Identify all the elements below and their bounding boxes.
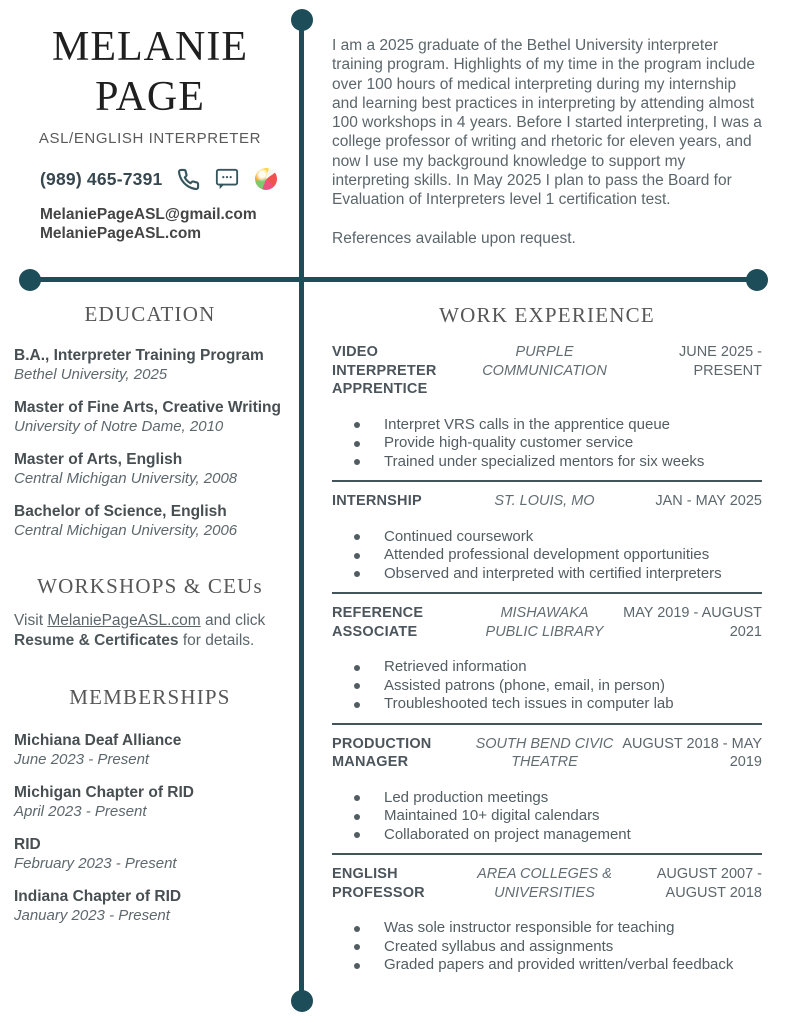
memberships-heading: MEMBERSHIPS [69,685,231,709]
education-item [14,451,296,488]
education-list [14,347,296,555]
job-company: SOUTH BEND CIVIC THEATRE [475,735,614,770]
work-experience-heading: WORK EXPERIENCE [439,303,655,327]
membership-dates: February 2023 - Present [14,854,177,872]
divider-dot-right [746,269,768,291]
name-line-2: PAGE [95,74,205,120]
job-header [332,865,762,902]
name-block [0,22,300,147]
phone-number: (989) 465-7391 [40,168,163,189]
job-divider [332,853,762,855]
job-entry [332,492,762,594]
organization: Indiana Chapter of RID [14,888,182,905]
job-divider [332,592,762,594]
bullet-item: Attended professional development opportunities [332,546,762,565]
job-title: INTERNSHIP [332,493,422,509]
workshops-text-prefix: Visit [14,612,48,629]
degree: Master of Arts, English [14,451,183,468]
job-company: AREA COLLEGES & UNIVERSITIES [477,866,612,901]
resume-certificates-label: Resume & Certificates [14,631,179,649]
job-bullets [332,919,762,975]
contact-row [40,166,279,192]
contact-links [40,205,257,243]
degree: Master of Fine Arts, Creative Writing [14,399,281,416]
membership-item [14,732,296,769]
job-header [332,492,762,511]
chat-bubble-icon [214,166,240,192]
membership-dates: June 2023 - Present [14,750,150,768]
school: Central Michigan University, 2006 [14,521,238,539]
bullet-item: Collaborated on project management [332,826,762,845]
references-note: References available upon request. [332,229,576,247]
school: Bethel University, 2025 [14,365,168,383]
bullet-item: Maintained 10+ digital calendars [332,807,762,826]
website-url: MelaniePageASL.com [40,225,202,242]
job-title: REFERENCE ASSOCIATE [332,605,424,640]
vertical-divider-line [299,20,304,1001]
bullet-item: Retrieved information [332,658,762,677]
job-divider [332,480,762,482]
job-entry [332,604,762,725]
bullet-item: Created syllabus and assignments [332,938,762,957]
education-item [14,399,296,436]
degree: Bachelor of Science, English [14,503,227,520]
degree: B.A., Interpreter Training Program [14,347,264,364]
summary-paragraph: I am a 2025 graduate of the Bethel University interpreter training program. Highlights of my time in the program include over 100 hours of medical interpreting during my internship and learning best practices in interpreting by attending almost 100 workshops in 4 years. Before I started interpreting, I was a college professor of writing and rhetoric for eleven years, and now I use my background knowledge to support my interpreting skills. In May 2025 I plan to pass the Board for Evaluation of Interpreters level 1 certification test. [332,37,762,209]
job-company: MISHAWAKA PUBLIC LIBRARY [485,605,604,640]
organization: RID [14,836,41,853]
job-title: ENGLISH PROFESSOR [332,866,425,901]
job-entry [332,735,762,856]
horizontal-divider-line [30,277,757,282]
job-bullets [332,658,762,714]
name-line-1: MELANIE [52,24,248,70]
job-bullets [332,789,762,845]
job-dates: MAY 2019 - AUGUST 2021 [623,605,762,640]
phone-icon [175,166,201,192]
job-company: ST. LOUIS, MO [494,493,595,509]
job-divider [332,723,762,725]
job-bullets [332,528,762,584]
job-header [332,604,762,641]
job-title: VIDEO INTERPRETER APPRENTICE [332,344,437,397]
organization: Michiana Deaf Alliance [14,732,182,749]
membership-item [14,836,296,873]
bullet-item: Trained under specialized mentors for six weeks [332,453,762,472]
bullet-item: Troubleshooted tech issues in computer lab [332,695,762,714]
summary-block [332,36,766,248]
memberships-list [14,732,296,940]
bullet-item: Continued coursework [332,528,762,547]
membership-dates: January 2023 - Present [14,906,170,924]
website-link[interactable]: MelaniePageASL.com [47,612,201,629]
workshops-text-suffix: for details. [178,631,255,649]
workshops-heading: WORKSHOPS & CEUs [37,574,263,598]
job-dates: JAN - MAY 2025 [655,493,762,509]
divider-dot-left [19,269,41,291]
workshops-text [14,611,286,650]
bullet-item: Led production meetings [332,789,762,808]
email-address: MelaniePageASL@gmail.com [40,206,257,223]
bullet-item: Was sole instructor responsible for teaching [332,919,762,938]
bullet-item: Observed and interpreted with certified interpreters [332,565,762,584]
work-experience-list [332,343,762,975]
job-dates: JUNE 2025 - PRESENT [678,344,762,379]
school: Central Michigan University, 2008 [14,469,238,487]
job-dates: AUGUST 2018 - MAY 2019 [622,735,762,770]
education-heading: EDUCATION [84,302,216,326]
job-title: ASL/ENGLISH INTERPRETER [38,130,262,147]
job-entry [332,865,762,975]
job-dates: AUGUST 2007 - AUGUST 2018 [656,866,762,901]
job-title: PRODUCTION MANAGER [332,735,432,770]
education-item [14,503,296,540]
education-item [14,347,296,384]
organization: Michigan Chapter of RID [14,784,194,801]
bullet-item: Provide high-quality customer service [332,434,762,453]
membership-item [14,888,296,925]
job-entry [332,343,762,482]
beach-ball-icon [253,166,279,192]
job-header [332,343,762,399]
bullet-item: Interpret VRS calls in the apprentice queue [332,416,762,435]
job-header [332,735,762,772]
divider-dot-bottom [291,990,313,1012]
workshops-text-middle: and click [200,612,266,629]
bullet-item: Graded papers and provided written/verbal feedback [332,956,762,975]
membership-item [14,784,296,821]
bullet-item: Assisted patrons (phone, email, in person) [332,677,762,696]
school: University of Notre Dame, 2010 [14,417,224,435]
job-bullets [332,416,762,472]
job-company: PURPLE COMMUNICATION [482,344,607,379]
membership-dates: April 2023 - Present [14,802,147,820]
